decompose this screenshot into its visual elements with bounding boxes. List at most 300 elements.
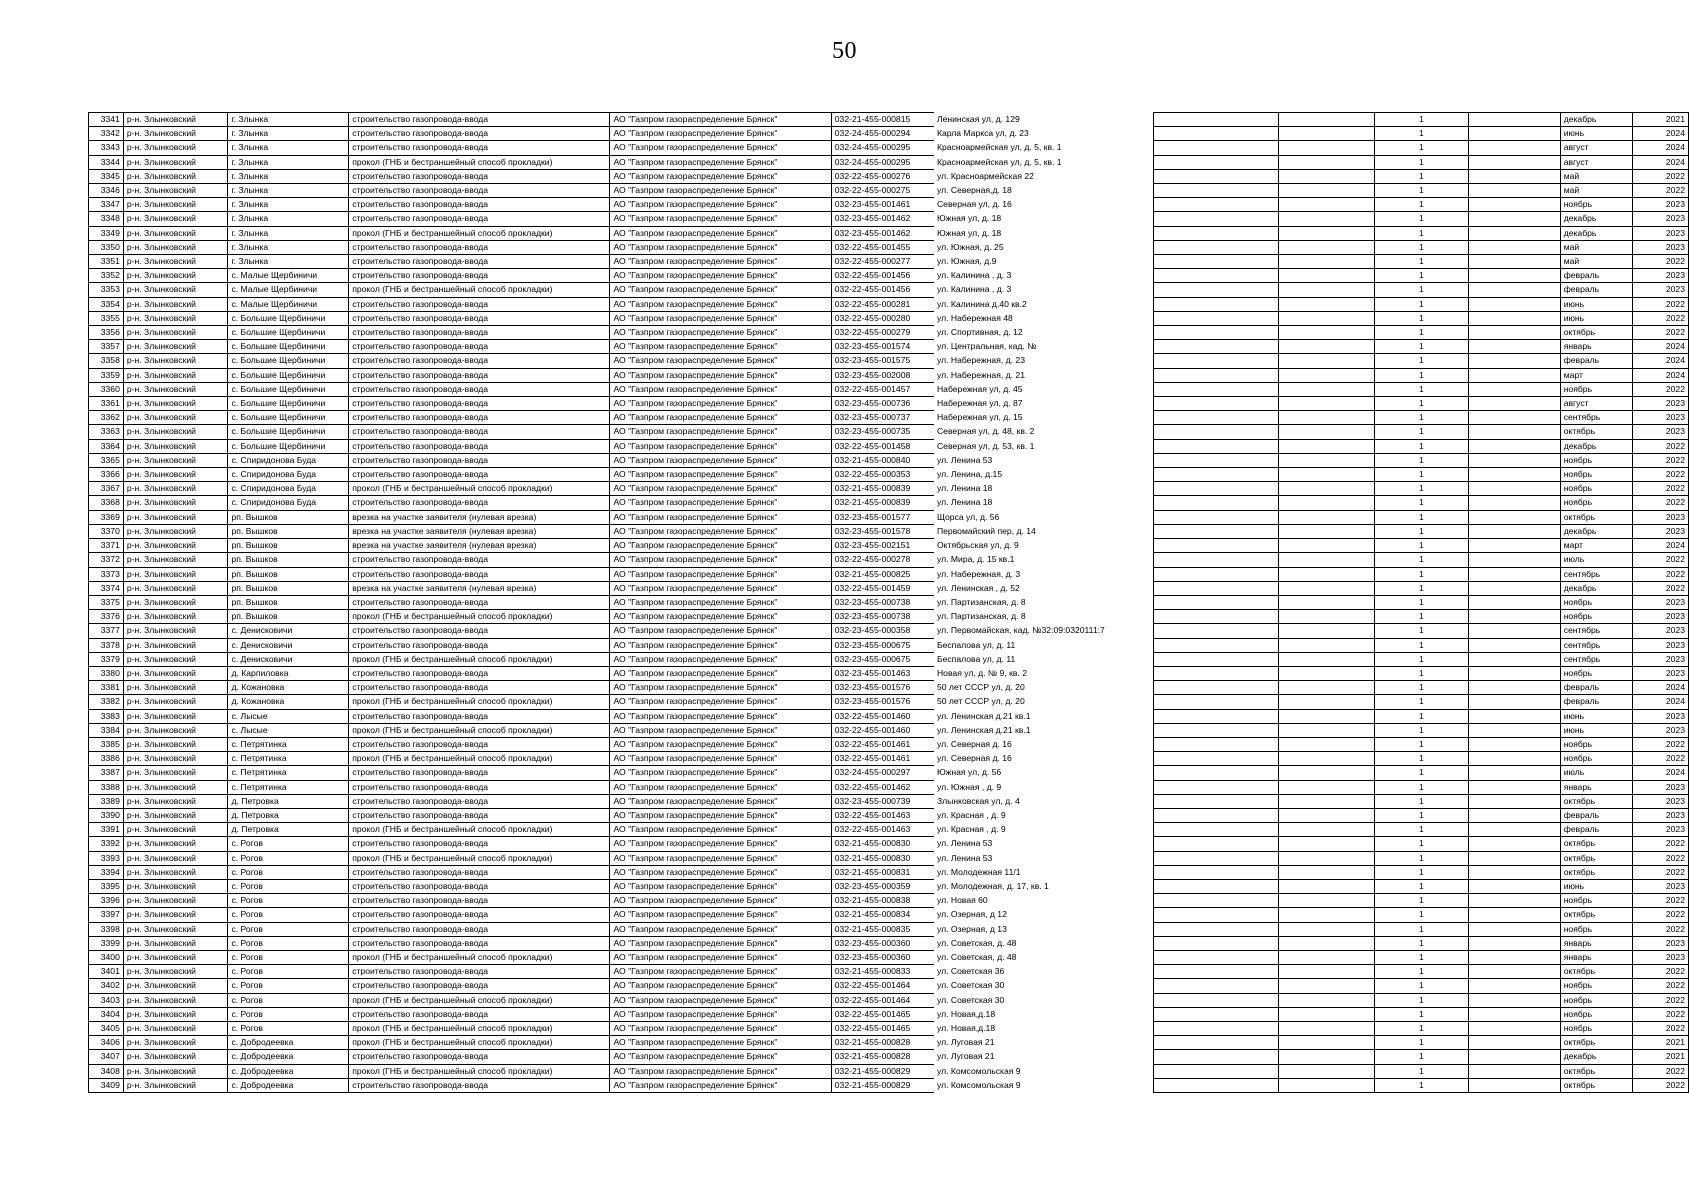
work-type-cell: прокол (ГНБ и бестраншейный способ прокладки) (349, 155, 610, 169)
work-type-cell: строительство газопровода-ввода (349, 127, 610, 141)
contract-number-cell: 032-21-455-000830 (831, 837, 934, 851)
address-cell: Южная ул, д. 56 (936, 767, 1002, 778)
district-cell: р-н. Злынковский (123, 226, 228, 240)
empty-cell (1153, 695, 1278, 709)
row-number-cell: 3360 (89, 382, 124, 396)
work-type-cell: прокол (ГНБ и бестраншейный способ прокладки) (349, 851, 610, 865)
table-row (89, 581, 1689, 595)
district-cell: р-н. Злынковский (123, 1022, 228, 1036)
contract-number-cell: 032-22-455-000353 (831, 468, 934, 482)
address-cell: ул. Северная д. 16 (936, 738, 1012, 749)
settlement-cell: рп. Вышков (228, 510, 349, 524)
organization-cell: АО "Газпром газораспределение Брянск" (610, 240, 831, 254)
organization-cell: АО "Газпром газораспределение Брянск" (610, 752, 831, 766)
work-type-cell: прокол (ГНБ и бестраншейный способ прокладки) (349, 226, 610, 240)
empty-cell (1468, 340, 1560, 354)
district-cell: р-н. Злынковский (123, 624, 228, 638)
address-cell: Беспалова ул, д. 11 (936, 653, 1016, 664)
organization-cell: АО "Газпром газораспределение Брянск" (610, 127, 831, 141)
year-cell: 2022 (1633, 382, 1689, 396)
empty-cell (1153, 766, 1278, 780)
district-cell: р-н. Злынковский (123, 1007, 228, 1021)
organization-cell: АО "Газпром газораспределение Брянск" (610, 482, 831, 496)
table-row (89, 965, 1689, 979)
year-cell: 2022 (1633, 581, 1689, 595)
empty-cell (1279, 709, 1375, 723)
table-row (89, 453, 1689, 467)
quantity-cell: 1 (1374, 553, 1468, 567)
empty-cell (1279, 453, 1375, 467)
table-row (89, 283, 1689, 297)
month-cell: февраль (1560, 681, 1633, 695)
organization-cell: АО "Газпром газораспределение Брянск" (610, 581, 831, 595)
settlement-cell: г. Злынка (228, 212, 349, 226)
table-row (89, 624, 1689, 638)
empty-cell (1468, 482, 1560, 496)
month-cell: май (1560, 255, 1633, 269)
month-cell: октябрь (1560, 908, 1633, 922)
empty-cell (1468, 723, 1560, 737)
month-cell: июнь (1560, 709, 1633, 723)
month-cell: март (1560, 539, 1633, 553)
empty-cell (1468, 908, 1560, 922)
district-cell: р-н. Злынковский (123, 169, 228, 183)
empty-cell (1279, 908, 1375, 922)
empty-cell (1279, 666, 1375, 680)
empty-cell (1279, 539, 1375, 553)
month-cell: февраль (1560, 269, 1633, 283)
district-cell: р-н. Злынковский (123, 1064, 228, 1078)
settlement-cell: с. Рогов (228, 1022, 349, 1036)
row-number-cell: 3404 (89, 1007, 124, 1021)
quantity-cell: 1 (1374, 737, 1468, 751)
work-type-cell: строительство газопровода-ввода (349, 439, 610, 453)
contract-number-cell: 032-21-455-000834 (831, 908, 934, 922)
quantity-cell: 1 (1374, 808, 1468, 822)
organization-cell: АО "Газпром газораспределение Брянск" (610, 922, 831, 936)
spacer-cell (1114, 766, 1153, 780)
settlement-cell: с. Петрятинка (228, 766, 349, 780)
table-row (89, 510, 1689, 524)
month-cell: сентябрь (1560, 567, 1633, 581)
contract-number-cell: 032-22-455-000277 (831, 255, 934, 269)
empty-cell (1153, 638, 1278, 652)
empty-cell (1279, 1078, 1375, 1092)
quantity-cell: 1 (1374, 439, 1468, 453)
table-row (89, 496, 1689, 510)
quantity-cell: 1 (1374, 1078, 1468, 1092)
year-cell: 2023 (1633, 879, 1689, 893)
empty-cell (1279, 851, 1375, 865)
district-cell: р-н. Злынковский (123, 184, 228, 198)
address-cell: Беспалова ул, д. 11 (936, 639, 1016, 650)
year-cell: 2024 (1633, 766, 1689, 780)
quantity-cell: 1 (1374, 922, 1468, 936)
district-cell: р-н. Злынковский (123, 595, 228, 609)
contract-number-cell: 032-24-455-000297 (831, 766, 934, 780)
district-cell: р-н. Злынковский (123, 1050, 228, 1064)
organization-cell: АО "Газпром газораспределение Брянск" (610, 1022, 831, 1036)
month-cell: октябрь (1560, 837, 1633, 851)
work-type-cell: строительство газопровода-ввода (349, 737, 610, 751)
address-cell: ул. Южная , д. 9 (936, 781, 1002, 792)
work-type-cell: строительство газопровода-ввода (349, 794, 610, 808)
contract-number-cell: 032-23-455-000736 (831, 397, 934, 411)
row-number-cell: 3402 (89, 979, 124, 993)
address-cell: ул. Советская 36 (936, 966, 1005, 977)
address-cell: Северная ул, д. 48, кв. 2 (936, 426, 1035, 437)
month-cell: июнь (1560, 879, 1633, 893)
organization-cell: АО "Газпром газораспределение Брянск" (610, 823, 831, 837)
row-number-cell: 3375 (89, 595, 124, 609)
empty-cell (1279, 382, 1375, 396)
row-number-cell: 3396 (89, 894, 124, 908)
address-cell: ул. Советская, д. 48 (936, 951, 1017, 962)
work-type-cell: строительство газопровода-ввода (349, 411, 610, 425)
table-row (89, 155, 1689, 169)
district-cell: р-н. Злынковский (123, 794, 228, 808)
spacer-cell (1114, 411, 1153, 425)
year-cell: 2022 (1633, 553, 1689, 567)
organization-cell: АО "Газпром газораспределение Брянск" (610, 950, 831, 964)
empty-cell (1468, 865, 1560, 879)
month-cell: ноябрь (1560, 894, 1633, 908)
empty-cell (1153, 908, 1278, 922)
work-type-cell: строительство газопровода-ввода (349, 297, 610, 311)
year-cell: 2022 (1633, 752, 1689, 766)
table-row (89, 184, 1689, 198)
settlement-cell: с. Рогов (228, 993, 349, 1007)
empty-cell (1279, 965, 1375, 979)
empty-cell (1153, 709, 1278, 723)
empty-cell (1279, 155, 1375, 169)
address-cell: Первомайский пер, д. 14 (936, 525, 1036, 536)
empty-cell (1279, 1007, 1375, 1021)
empty-cell (1153, 297, 1278, 311)
contract-number-cell: 032-21-455-000840 (831, 453, 934, 467)
empty-cell (1279, 411, 1375, 425)
spacer-cell (1114, 113, 1153, 127)
organization-cell: АО "Газпром газораспределение Брянск" (610, 709, 831, 723)
work-type-cell: строительство газопровода-ввода (349, 113, 610, 127)
empty-cell (1279, 468, 1375, 482)
quantity-cell: 1 (1374, 482, 1468, 496)
settlement-cell: с. Добродеевка (228, 1064, 349, 1078)
empty-cell (1153, 950, 1278, 964)
row-number-cell: 3379 (89, 652, 124, 666)
district-cell: р-н. Злынковский (123, 567, 228, 581)
year-cell: 2022 (1633, 169, 1689, 183)
contract-number-cell: 032-23-455-002008 (831, 368, 934, 382)
quantity-cell: 1 (1374, 823, 1468, 837)
contract-number-cell: 032-22-455-001463 (831, 808, 934, 822)
empty-cell (1468, 468, 1560, 482)
contract-number-cell: 032-22-455-001460 (831, 723, 934, 737)
row-number-cell: 3378 (89, 638, 124, 652)
month-cell: февраль (1560, 808, 1633, 822)
row-number-cell: 3376 (89, 610, 124, 624)
quantity-cell: 1 (1374, 425, 1468, 439)
year-cell: 2023 (1633, 411, 1689, 425)
empty-cell (1153, 894, 1278, 908)
empty-cell (1153, 1078, 1278, 1092)
work-type-cell: строительство газопровода-ввода (349, 382, 610, 396)
year-cell: 2021 (1633, 113, 1689, 127)
year-cell: 2023 (1633, 510, 1689, 524)
organization-cell: АО "Газпром газораспределение Брянск" (610, 894, 831, 908)
organization-cell: АО "Газпром газораспределение Брянск" (610, 595, 831, 609)
address-cell: ул. Молодежная, д. 17, кв. 1 (936, 880, 1049, 891)
empty-cell (1468, 127, 1560, 141)
empty-cell (1468, 879, 1560, 893)
spacer-cell (1114, 908, 1153, 922)
month-cell: декабрь (1560, 212, 1633, 226)
row-number-cell: 3366 (89, 468, 124, 482)
contract-number-cell: 032-21-455-000838 (831, 894, 934, 908)
district-cell: р-н. Злынковский (123, 1078, 228, 1092)
month-cell: октябрь (1560, 425, 1633, 439)
table-row (89, 894, 1689, 908)
settlement-cell: с. Рогов (228, 894, 349, 908)
address-cell: ул. Калинина д.40 кв.2 (936, 298, 1027, 309)
empty-cell (1279, 326, 1375, 340)
empty-cell (1153, 198, 1278, 212)
spacer-cell (1114, 737, 1153, 751)
month-cell: август (1560, 155, 1633, 169)
year-cell: 2023 (1633, 524, 1689, 538)
settlement-cell: рп. Вышков (228, 595, 349, 609)
empty-cell (1468, 979, 1560, 993)
district-cell: р-н. Злынковский (123, 212, 228, 226)
empty-cell (1279, 624, 1375, 638)
table-row (89, 567, 1689, 581)
address-cell: ул. Калинина , д. 3 (936, 284, 1012, 295)
address-cell: ул. Новая,д.18 (936, 1023, 996, 1033)
district-cell: р-н. Злынковский (123, 922, 228, 936)
table-row (89, 1078, 1689, 1092)
empty-cell (1468, 695, 1560, 709)
month-cell: декабрь (1560, 581, 1633, 595)
organization-cell: АО "Газпром газораспределение Брянск" (610, 553, 831, 567)
quantity-cell: 1 (1374, 794, 1468, 808)
district-cell: р-н. Злынковский (123, 979, 228, 993)
table-row (89, 950, 1689, 964)
settlement-cell: с. Рогов (228, 936, 349, 950)
work-type-cell: строительство газопровода-ввода (349, 936, 610, 950)
year-cell: 2022 (1633, 894, 1689, 908)
work-type-cell: строительство газопровода-ввода (349, 766, 610, 780)
table-row (89, 553, 1689, 567)
organization-cell: АО "Газпром газораспределение Брянск" (610, 297, 831, 311)
district-cell: р-н. Злынковский (123, 326, 228, 340)
spacer-cell (1114, 212, 1153, 226)
contract-number-cell: 032-21-455-000830 (831, 851, 934, 865)
district-cell: р-н. Злынковский (123, 737, 228, 751)
empty-cell (1279, 595, 1375, 609)
contract-number-cell: 032-21-455-000829 (831, 1078, 934, 1092)
month-cell: октябрь (1560, 794, 1633, 808)
year-cell: 2023 (1633, 283, 1689, 297)
settlement-cell: с. Малые Щербиничи (228, 269, 349, 283)
work-type-cell: строительство газопровода-ввода (349, 879, 610, 893)
empty-cell (1153, 1036, 1278, 1050)
row-number-cell: 3354 (89, 297, 124, 311)
empty-cell (1468, 354, 1560, 368)
work-type-cell: прокол (ГНБ и бестраншейный способ прокладки) (349, 823, 610, 837)
month-cell: декабрь (1560, 226, 1633, 240)
table-row (89, 397, 1689, 411)
row-number-cell: 3357 (89, 340, 124, 354)
empty-cell (1468, 950, 1560, 964)
district-cell: р-н. Злынковский (123, 297, 228, 311)
month-cell: октябрь (1560, 851, 1633, 865)
table-row (89, 851, 1689, 865)
work-type-cell: прокол (ГНБ и бестраншейный способ прокладки) (349, 482, 610, 496)
spacer-cell (1114, 837, 1153, 851)
settlement-cell: с. Денисковичи (228, 638, 349, 652)
contract-number-cell: 032-22-455-001461 (831, 752, 934, 766)
work-type-cell: строительство газопровода-ввода (349, 453, 610, 467)
district-cell: р-н. Злынковский (123, 766, 228, 780)
empty-cell (1279, 581, 1375, 595)
work-type-cell: строительство газопровода-ввода (349, 326, 610, 340)
contract-number-cell: 032-21-455-000835 (831, 922, 934, 936)
quantity-cell: 1 (1374, 169, 1468, 183)
work-type-cell: прокол (ГНБ и бестраншейный способ прокладки) (349, 695, 610, 709)
empty-cell (1279, 510, 1375, 524)
quantity-cell: 1 (1374, 468, 1468, 482)
empty-cell (1468, 382, 1560, 396)
month-cell: ноябрь (1560, 482, 1633, 496)
settlement-cell: с. Петрятинка (228, 737, 349, 751)
row-number-cell: 3390 (89, 808, 124, 822)
organization-cell: АО "Газпром газораспределение Брянск" (610, 666, 831, 680)
quantity-cell: 1 (1374, 681, 1468, 695)
row-number-cell: 3409 (89, 1078, 124, 1092)
month-cell: ноябрь (1560, 666, 1633, 680)
empty-cell (1153, 127, 1278, 141)
organization-cell: АО "Газпром газораспределение Брянск" (610, 851, 831, 865)
spacer-cell (1114, 453, 1153, 467)
empty-cell (1153, 368, 1278, 382)
settlement-cell: с. Рогов (228, 1007, 349, 1021)
work-type-cell: прокол (ГНБ и бестраншейный способ прокладки) (349, 652, 610, 666)
work-type-cell: строительство газопровода-ввода (349, 269, 610, 283)
settlement-cell: с. Большие Щербиничи (228, 382, 349, 396)
address-cell: ул. Ленинская , д. 52 (936, 582, 1020, 593)
address-cell: ул. Спортивная, д. 12 (936, 327, 1023, 338)
spacer-cell (1114, 922, 1153, 936)
contract-number-cell: 032-23-455-001578 (831, 524, 934, 538)
address-cell: ул. Северная д. 16 (936, 753, 1012, 764)
address-cell: Южная ул, д. 18 (936, 213, 1002, 224)
work-type-cell: строительство газопровода-ввода (349, 468, 610, 482)
month-cell: декабрь (1560, 1050, 1633, 1064)
spacer-cell (1114, 141, 1153, 155)
year-cell: 2023 (1633, 624, 1689, 638)
quantity-cell: 1 (1374, 979, 1468, 993)
year-cell: 2022 (1633, 851, 1689, 865)
work-type-cell: прокол (ГНБ и бестраншейный способ прокладки) (349, 723, 610, 737)
organization-cell: АО "Газпром газораспределение Брянск" (610, 567, 831, 581)
quantity-cell: 1 (1374, 950, 1468, 964)
month-cell: ноябрь (1560, 595, 1633, 609)
row-number-cell: 3370 (89, 524, 124, 538)
organization-cell: АО "Газпром газораспределение Брянск" (610, 397, 831, 411)
quantity-cell: 1 (1374, 752, 1468, 766)
year-cell: 2022 (1633, 922, 1689, 936)
organization-cell: АО "Газпром газораспределение Брянск" (610, 808, 831, 822)
quantity-cell: 1 (1374, 865, 1468, 879)
spacer-cell (1114, 652, 1153, 666)
spacer-cell (1114, 780, 1153, 794)
work-type-cell: врезка на участке заявителя (нулевая врезка) (349, 510, 610, 524)
empty-cell (1468, 1007, 1560, 1021)
empty-cell (1153, 212, 1278, 226)
year-cell: 2024 (1633, 340, 1689, 354)
contract-number-cell: 032-21-455-000839 (831, 482, 934, 496)
year-cell: 2022 (1633, 453, 1689, 467)
year-cell: 2023 (1633, 226, 1689, 240)
organization-cell: АО "Газпром газораспределение Брянск" (610, 283, 831, 297)
work-type-cell: строительство газопровода-ввода (349, 567, 610, 581)
settlement-cell: рп. Вышков (228, 553, 349, 567)
empty-cell (1153, 510, 1278, 524)
quantity-cell: 1 (1374, 283, 1468, 297)
spacer-cell (1114, 198, 1153, 212)
quantity-cell: 1 (1374, 624, 1468, 638)
empty-cell (1153, 453, 1278, 467)
spacer-cell (1114, 979, 1153, 993)
settlement-cell: с. Большие Щербиничи (228, 411, 349, 425)
quantity-cell: 1 (1374, 311, 1468, 325)
district-cell: р-н. Злынковский (123, 709, 228, 723)
month-cell: январь (1560, 340, 1633, 354)
district-cell: р-н. Злынковский (123, 240, 228, 254)
month-cell: май (1560, 169, 1633, 183)
empty-cell (1153, 425, 1278, 439)
quantity-cell: 1 (1374, 894, 1468, 908)
empty-cell (1279, 340, 1375, 354)
empty-cell (1279, 979, 1375, 993)
empty-cell (1153, 922, 1278, 936)
work-type-cell: врезка на участке заявителя (нулевая врезка) (349, 524, 610, 538)
contract-number-cell: 032-23-455-000360 (831, 950, 934, 964)
month-cell: июнь (1560, 311, 1633, 325)
year-cell: 2024 (1633, 681, 1689, 695)
month-cell: октябрь (1560, 1036, 1633, 1050)
empty-cell (1468, 1050, 1560, 1064)
district-cell: р-н. Злынковский (123, 269, 228, 283)
spacer-cell (1114, 723, 1153, 737)
contract-number-cell: 032-22-455-000281 (831, 297, 934, 311)
settlement-cell: с. Петрятинка (228, 752, 349, 766)
empty-cell (1279, 766, 1375, 780)
settlement-cell: г. Злынка (228, 226, 349, 240)
quantity-cell: 1 (1374, 184, 1468, 198)
organization-cell: АО "Газпром газораспределение Брянск" (610, 326, 831, 340)
empty-cell (1468, 255, 1560, 269)
work-type-cell: строительство газопровода-ввода (349, 681, 610, 695)
work-type-cell: строительство газопровода-ввода (349, 780, 610, 794)
table-row (89, 695, 1689, 709)
row-number-cell: 3342 (89, 127, 124, 141)
month-cell: октябрь (1560, 1078, 1633, 1092)
empty-cell (1468, 439, 1560, 453)
empty-cell (1279, 879, 1375, 893)
row-number-cell: 3356 (89, 326, 124, 340)
district-cell: р-н. Злынковский (123, 851, 228, 865)
